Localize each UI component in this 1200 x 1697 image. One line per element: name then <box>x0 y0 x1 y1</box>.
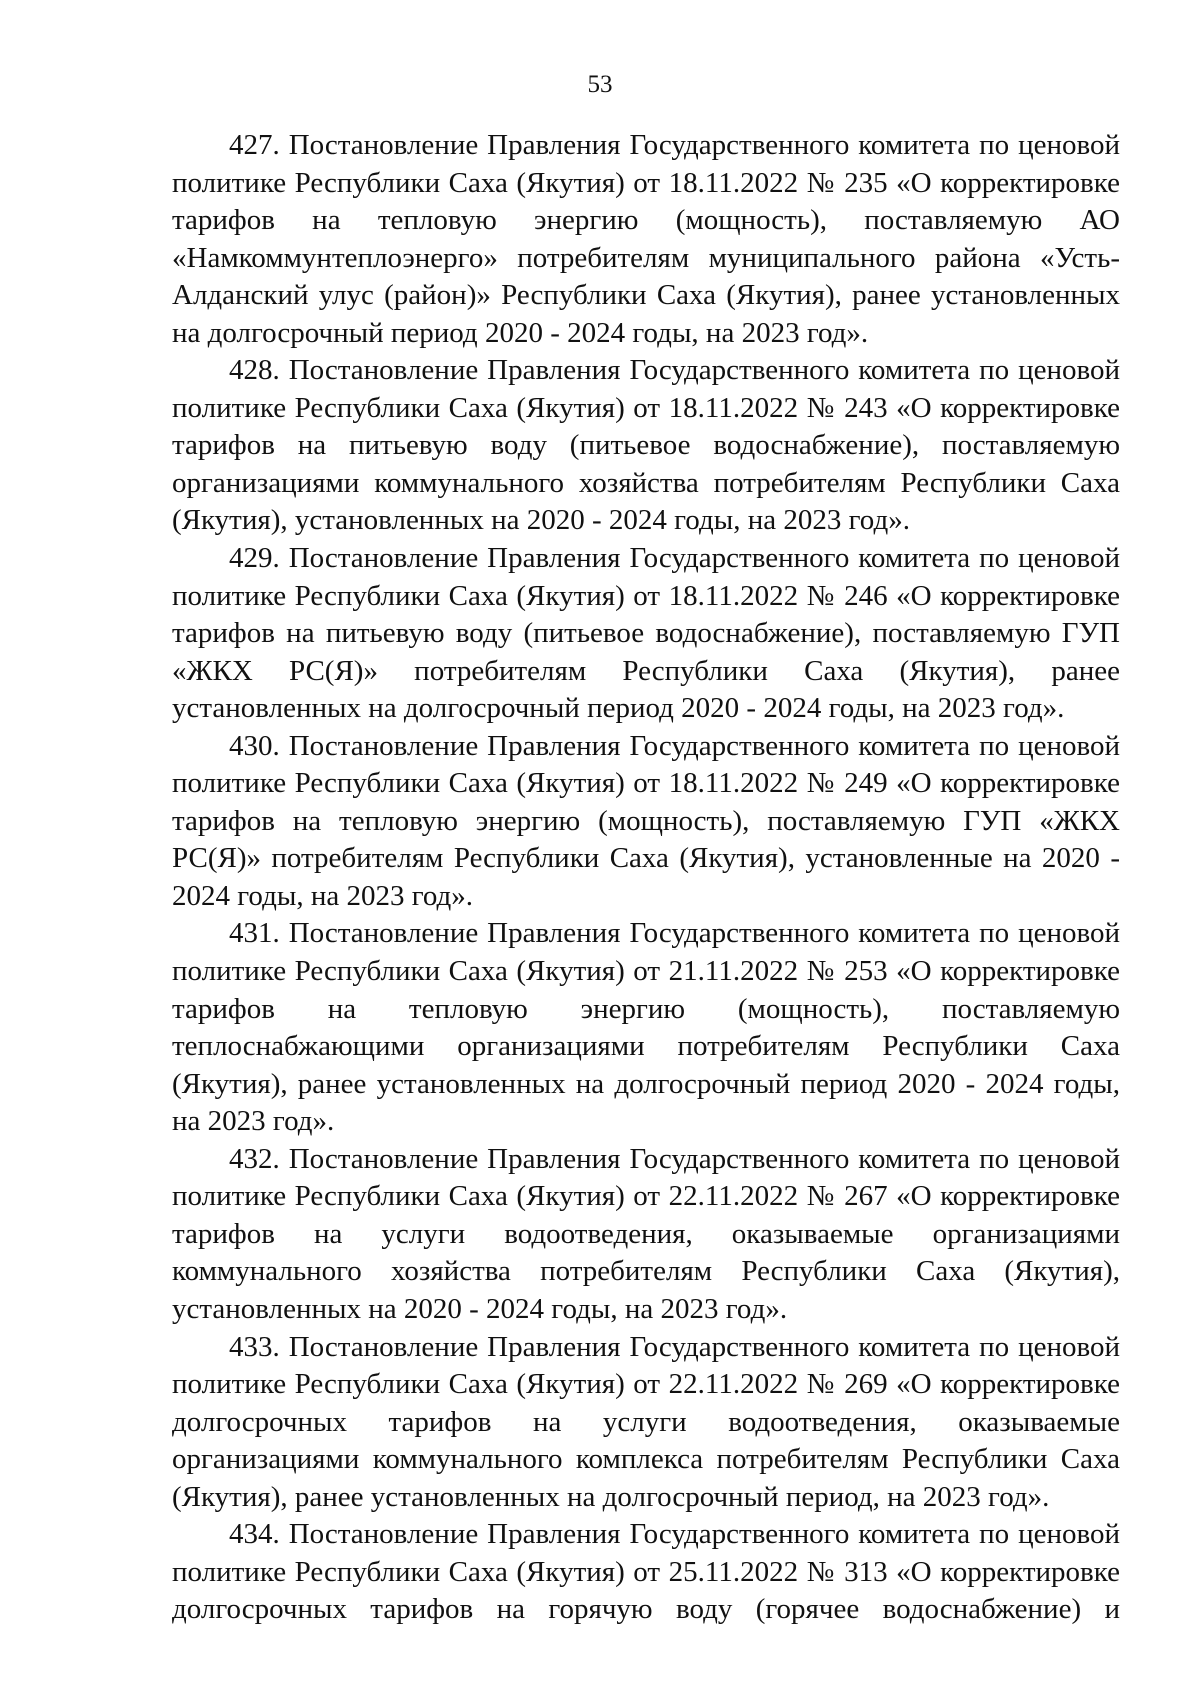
list-item-433: 433. Постановление Правления Государственного комитета по ценовой политике Республики Саха (Якутия) от 22.11.2022 № 269 «О корректировке долгосрочных тарифов на услуги водоотведения, оказываемые организациями коммунального комплекса потребителям Республики Саха (Якутия), ранее установленных на долгосрочный период, на 2023 год». <box>172 1330 1120 1513</box>
list-item-430: 430. Постановление Правления Государственного комитета по ценовой политике Республики Саха (Якутия) от 18.11.2022 № 249 «О корректировке тарифов на тепловую энергию (мощность), поставляемую ГУП «ЖКХ РС(Я)» потребителям Республики Саха (Якутия), установленные на 2020 - 2024 годы, на 2023 год». <box>172 729 1120 912</box>
list-item-427: 427. Постановление Правления Государственного комитета по ценовой политике Республики Саха (Якутия) от 18.11.2022 № 235 «О корректировке тарифов на тепловую энергию (мощность), поставляемую АО «Намкоммунтеплоэнерго» потребителям муниципального района «Усть-Алданский улус (район)» Республики Саха (Якутия), ранее установленных на долгосрочный период 2020 - 2024 годы, на 2023 год». <box>172 129 1120 349</box>
list-item-434: 434. Постановление Правления Государственного комитета по ценовой политике Республики Саха (Якутия) от 25.11.2022 № 313 «О корректировке долгосрочных тарифов на горячую воду (горячее водоснабжение) и <box>172 1518 1120 1626</box>
document-body <box>172 127 1120 1629</box>
list-item-431: 431. Постановление Правления Государственного комитета по ценовой политике Республики Саха (Якутия) от 21.11.2022 № 253 «О корректировке тарифов на тепловую энергию (мощность), поставляемую теплоснабжающими организациями потребителям Республики Саха (Якутия), ранее установленных на долгосрочный период 2020 - 2024 годы, на 2023 год». <box>172 917 1120 1138</box>
list-item-429: 429. Постановление Правления Государственного комитета по ценовой политике Республики Саха (Якутия) от 18.11.2022 № 246 «О корректировке тарифов на питьевую воду (питьевое водоснабжение), поставляемую ГУП «ЖКХ РС(Я)» потребителям Республики Саха (Якутия), ранее установленных на долгосрочный период 2020 - 2024 годы, на 2023 год». <box>172 542 1120 725</box>
page-number: 53 <box>587 71 613 98</box>
list-item-432: 432. Постановление Правления Государственного комитета по ценовой политике Республики Саха (Якутия) от 22.11.2022 № 267 «О корректировке тарифов на услуги водоотведения, оказываемые организациями коммунального хозяйства потребителям Республики Саха (Якутия), установленных на 2020 - 2024 годы, на 2023 год». <box>172 1142 1120 1325</box>
list-item-428: 428. Постановление Правления Государственного комитета по ценовой политике Республики Саха (Якутия) от 18.11.2022 № 243 «О корректировке тарифов на питьевую воду (питьевое водоснабжение), поставляемую организациями коммунального хозяйства потребителям Республики Саха (Якутия), установленных на 2020 - 2024 годы, на 2023 год». <box>172 354 1120 537</box>
